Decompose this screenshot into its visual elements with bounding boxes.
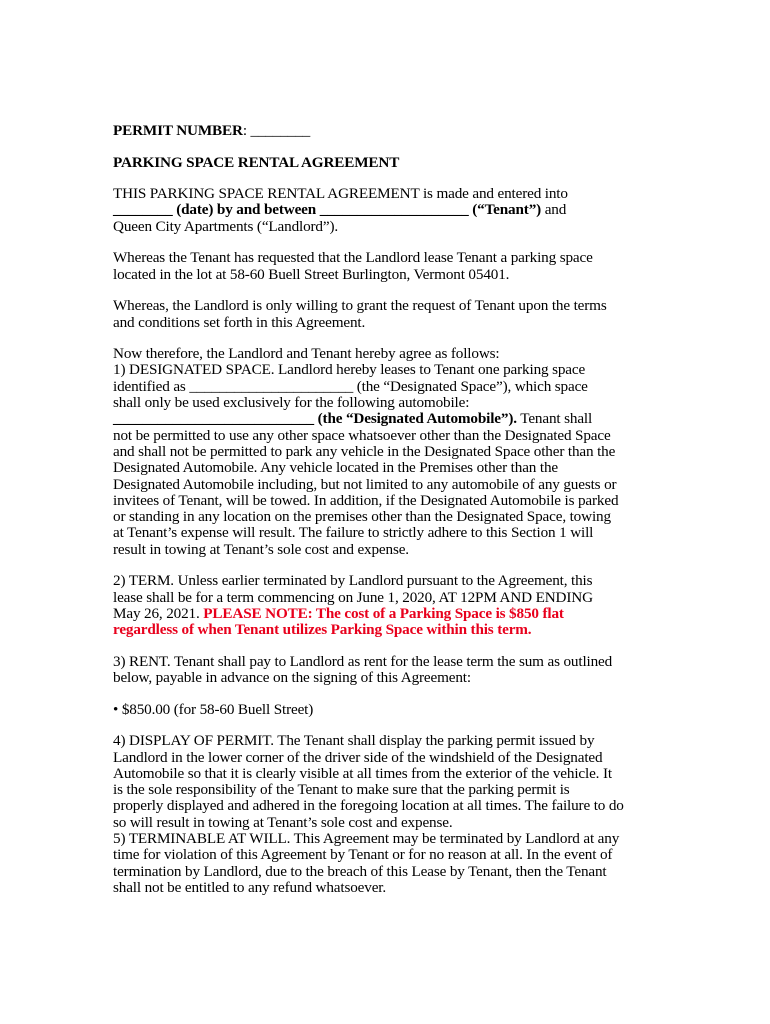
section4-line-5: properly displayed and adhered in the foregoing location at all times. The failure to do xyxy=(113,797,624,815)
section4-line-2: Landlord in the lower corner of the driver side of the windshield of the Designated xyxy=(113,748,603,766)
permit-number-blank: : ________ xyxy=(242,122,311,139)
document-title: PARKING SPACE RENTAL AGREEMENT xyxy=(113,153,400,171)
section4-line-3: Automobile so that it is clearly visible at all times from the exterior of the vehicle. It xyxy=(113,764,612,782)
intro-and: and xyxy=(541,201,567,219)
whereas-paragraph-1 xyxy=(113,250,665,283)
section1-line-1: Now therefore, the Landlord and Tenant hereby agree as follows: xyxy=(113,345,500,363)
document-page xyxy=(113,123,665,896)
rent-bullet: • $850.00 (for 58-60 Buell Street) xyxy=(113,700,314,718)
section4-line-6: so will result in towing at Tenant’s sole cost and expense. xyxy=(113,813,453,831)
intro-parties-blanks: ________ (date) by and between ____________________ (“Tenant”) xyxy=(113,201,542,219)
section5-line-2: time for violation of this Agreement by Tenant or for no reason at all. In the event of xyxy=(113,846,613,864)
section1-line-7: and shall not be permitted to park any vehicle in the Designated Space other than the xyxy=(113,442,616,460)
section2-line-3: May 26, 2021. xyxy=(113,604,204,622)
section-5-terminable xyxy=(113,831,665,896)
whereas1-line-2: located in the lot at 58-60 Buell Street Burlington, Vermont 05401. xyxy=(113,265,510,283)
section4-line-4: is the sole responsibility of the Tenant to make sure that the parking permit is xyxy=(113,781,570,799)
section-2-term xyxy=(113,573,665,638)
whereas1-line-1: Whereas the Tenant has requested that the Landlord lease Tenant a parking space xyxy=(113,249,593,267)
section4-line-1: 4) DISPLAY OF PERMIT. The Tenant shall display the parking permit issued by xyxy=(113,732,595,750)
section1-line-2: 1) DESIGNATED SPACE. Landlord hereby leases to Tenant one parking space xyxy=(113,361,586,379)
section1-line-11: or standing in any location on the premises other than the Designated Space, towing xyxy=(113,508,611,526)
section-4-display-permit xyxy=(113,733,665,831)
section1-line-5-rest: Tenant shall xyxy=(516,410,593,428)
section1-line-12: at Tenant’s expense will result. The failure to strictly adhere to this Section 1 will xyxy=(113,524,594,542)
section2-line-1: 2) TERM. Unless earlier terminated by Landlord pursuant to the Agreement, this xyxy=(113,572,593,590)
section1-line-13: result in towing at Tenant’s sole cost and expense. xyxy=(113,540,409,558)
intro-line-1: THIS PARKING SPACE RENTAL AGREEMENT is made and entered into xyxy=(113,185,568,203)
permit-number-label: PERMIT NUMBER xyxy=(113,122,243,139)
price-note-line-1: PLEASE NOTE: The cost of a Parking Space is $850 flat xyxy=(203,604,564,622)
section1-line-4: shall only be used exclusively for the following automobile: xyxy=(113,394,470,412)
section1-line-6: not be permitted to use any other space whatsoever other than the Designated Space xyxy=(113,426,611,444)
price-note-line-2: regardless of when Tenant utilizes Parking Space within this term. xyxy=(113,621,532,639)
section3-line-2: below, payable in advance on the signing of this Agreement: xyxy=(113,669,471,687)
whereas-paragraph-2 xyxy=(113,298,665,331)
section-3-rent xyxy=(113,654,665,687)
section3-line-1: 3) RENT. Tenant shall pay to Landlord as rent for the lease term the sum as outlined xyxy=(113,652,613,670)
section1-line-10: invitees of Tenant, will be towed. In addition, if the Designated Automobile is parked xyxy=(113,491,619,509)
section1-line-8: Designated Automobile. Any vehicle located in the Premises other than the xyxy=(113,459,558,477)
section5-line-4: shall not be entitled to any refund whatsoever. xyxy=(113,878,386,896)
intro-landlord: Queen City Apartments (“Landlord”). xyxy=(113,217,339,235)
section1-line-9: Designated Automobile including, but not limited to any automobile of any guests or xyxy=(113,475,617,493)
section-1-designated-space xyxy=(113,346,665,558)
whereas2-line-2: and conditions set forth in this Agreement. xyxy=(113,313,366,331)
section2-line-2: lease shall be for a term commencing on June 1, 2020, AT 12PM AND ENDING xyxy=(113,588,593,606)
whereas2-line-1: Whereas, the Landlord is only willing to grant the request of Tenant upon the terms xyxy=(113,297,607,315)
intro-paragraph xyxy=(113,186,665,235)
permit-number-line xyxy=(113,123,665,139)
designated-automobile-blank: ___________________________ (the “Designated Automobile”). xyxy=(113,410,517,428)
section1-line-3: identified as ______________________ (the “Designated Space”), which space xyxy=(113,377,588,395)
section5-line-1: 5) TERMINABLE AT WILL. This Agreement may be terminated by Landlord at any xyxy=(113,830,620,848)
section5-line-3: termination by Landlord, due to the breach of this Lease by Tenant, then the Tenant xyxy=(113,862,607,880)
